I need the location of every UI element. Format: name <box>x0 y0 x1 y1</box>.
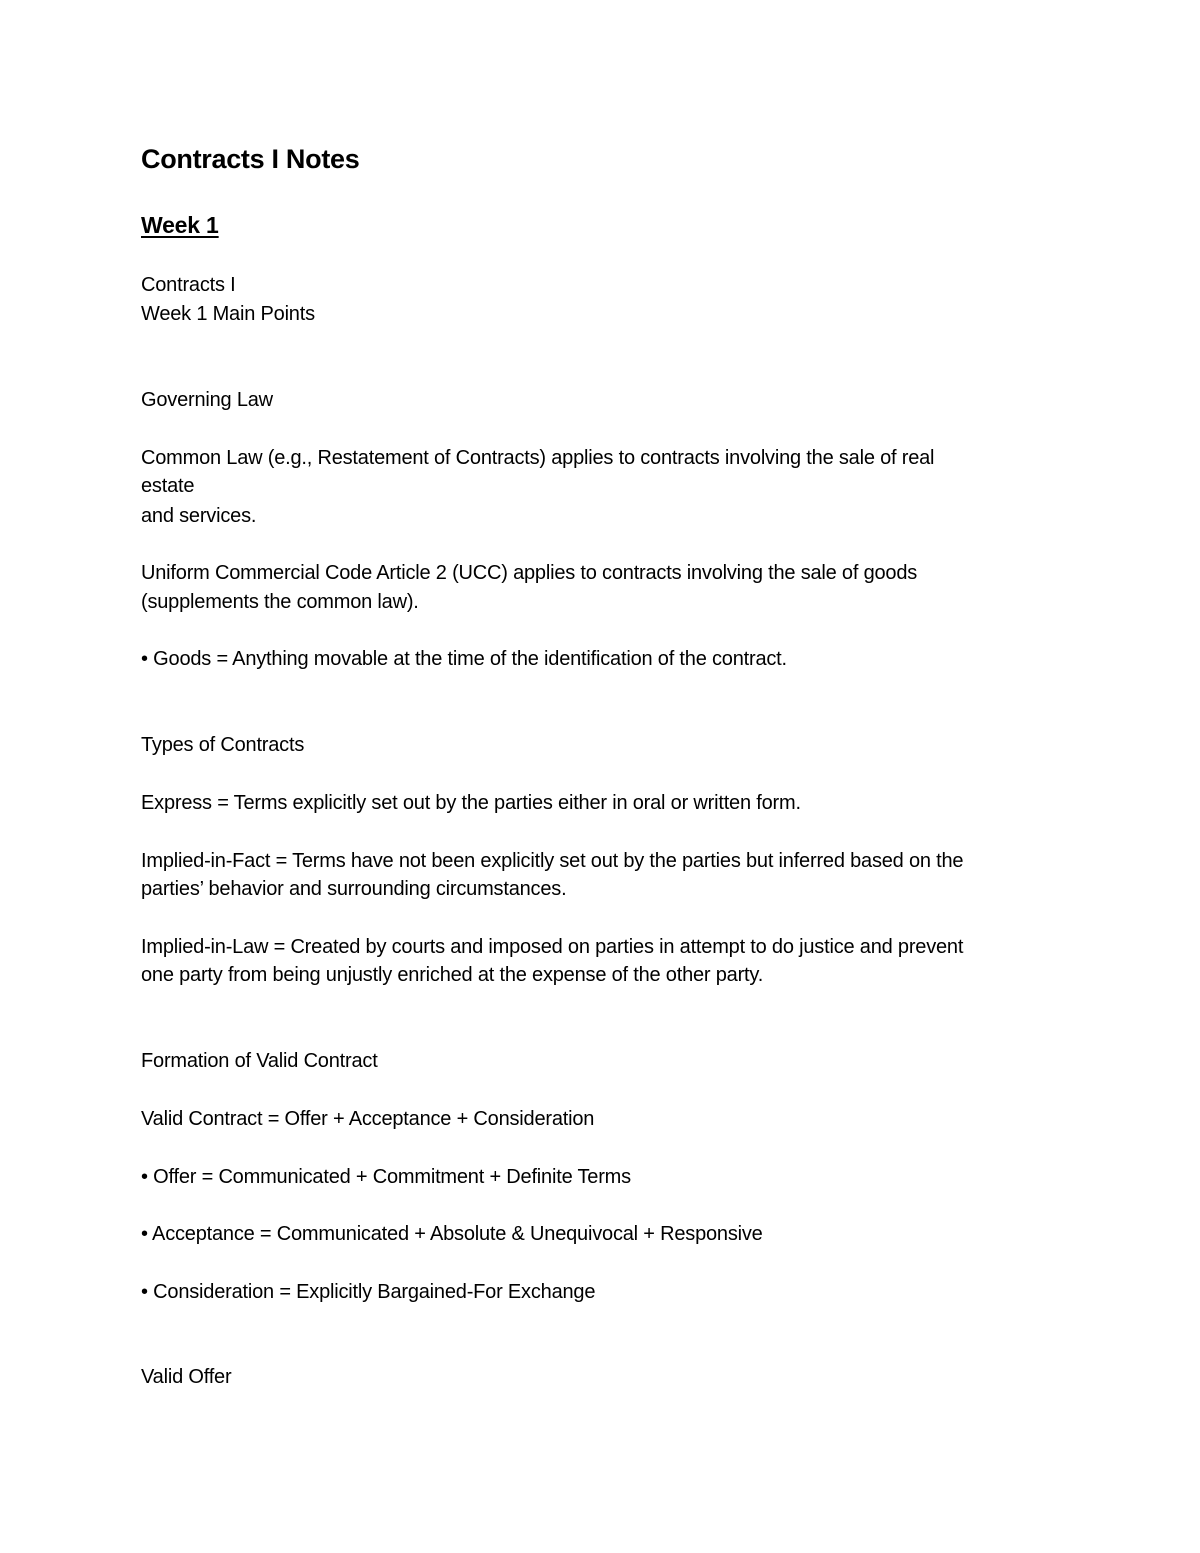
implied-in-fact-line1: Implied-in-Fact = Terms have not been explicitly set out by the parties but inferred based on the <box>141 850 964 872</box>
ucc-text-line2: (supplements the common law). <box>141 591 419 613</box>
valid-offer-heading: Valid Offer <box>141 1366 232 1388</box>
consideration-bullet: • Consideration = Explicitly Bargained-For Exchange <box>141 1281 596 1303</box>
common-law-text-line2: estate <box>141 475 195 497</box>
formation-heading: Formation of Valid Contract <box>141 1050 378 1072</box>
header-subtitle: Week 1 Main Points <box>141 303 315 325</box>
valid-contract-formula: Valid Contract = Offer + Acceptance + Consideration <box>141 1108 595 1130</box>
express-definition: Express = Terms explicitly set out by the parties either in oral or written form. <box>141 792 801 814</box>
header-course: Contracts I <box>141 274 236 296</box>
ucc-text-line1: Uniform Commercial Code Article 2 (UCC) applies to contracts involving the sale of goods <box>141 562 918 584</box>
goods-bullet: • Goods = Anything movable at the time of the identification of the contract. <box>141 648 787 670</box>
implied-in-fact-line2: parties’ behavior and surrounding circumstances. <box>141 878 567 900</box>
document-title: Contracts I Notes <box>141 144 360 174</box>
acceptance-bullet: • Acceptance = Communicated + Absolute & Unequivocal + Responsive <box>141 1223 763 1245</box>
week-heading: Week 1 <box>141 212 219 238</box>
implied-in-law-line1: Implied-in-Law = Created by courts and imposed on parties in attempt to do justice and prevent <box>141 936 964 958</box>
common-law-text-line1: Common Law (e.g., Restatement of Contracts) applies to contracts involving the sale of real <box>141 447 935 469</box>
implied-in-law-line2: one party from being unjustly enriched at the expense of the other party. <box>141 964 764 986</box>
governing-law-heading: Governing Law <box>141 389 273 411</box>
types-of-contracts-heading: Types of Contracts <box>141 734 305 756</box>
offer-bullet: • Offer = Communicated + Commitment + Definite Terms <box>141 1166 631 1188</box>
common-law-text-line3: and services. <box>141 505 257 527</box>
